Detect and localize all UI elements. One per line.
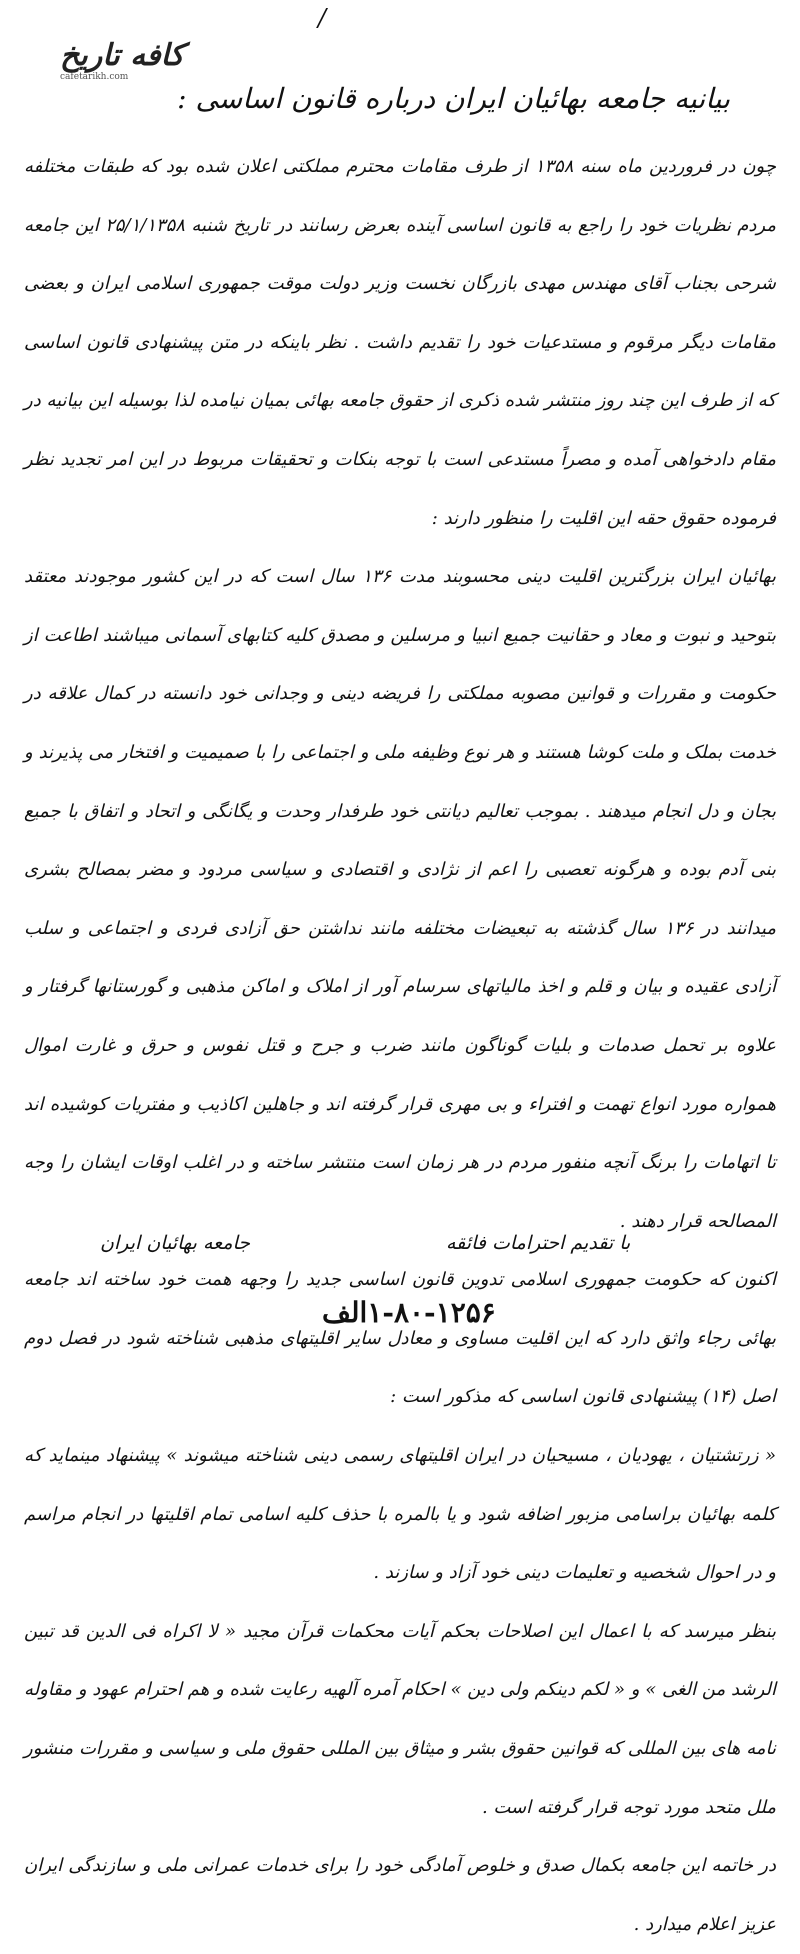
signature-salutation: با تقدیم احترامات فائقه: [446, 1232, 631, 1254]
top-page-mark: /: [318, 4, 327, 32]
paragraph: در خاتمه این جامعه بکمال صدق و خلوص آمادگی خود را برای خدمات عمرانی ملی و سازندگی ایران عزیز اعلام میدارد .: [24, 1855, 776, 1935]
document-body: [24, 138, 776, 1954]
paragraph: بنظر میرسد که با اعمال این اصلاحات بحکم آیات محکمات قرآن مجید « لا اکراه فی الدین قد تبین الرشد من الغی » و « لکم دینکم ولی دین » احکام آمره آلهیه رعایت شده و هم احترام عهود و مقاوله نامه های بین المللی که قوانین حقوق بشر و میثاق بین المللی حقوق ملی و سیاسی و مقررات منشور ملل متحد مورد توجه قرار گرفته است .: [24, 1620, 776, 1818]
watermark-url: cafetarikh.com: [60, 72, 129, 82]
signature-organization: جامعه بهائیان ایران: [100, 1232, 251, 1254]
paragraph: اکنون که حکومت جمهوری اسلامی تدوین قانون اساسی جدید را وجهه همت خود ساخته اند جامعه بهائی رجاء واثق دارد که این اقلیت مساوی و معادل سایر اقلیتهای مذهبی شناخته شود در فصل دوم اصل (۱۴) پیشنهادی قانون اساسی که مذکور است :: [24, 1269, 776, 1408]
document-title: بیانیه جامعه بهائیان ایران درباره قانون اساسی :: [177, 82, 730, 115]
watermark-logo: کافه تاریخ: [60, 38, 184, 73]
document-number: ۱-۸۰-۱۲۵۶الف: [322, 1296, 496, 1329]
paragraph: « زرتشتیان ، یهودیان ، مسیحیان در ایران اقلیتهای رسمی دینی شناخته میشوند » پیشنهاد مینماید که کلمه بهائیان براسامی مزبور اضافه شود و یا بالمره با حذف کلیه اسامی تمام اقلیتها در انجام مراسم و در احوال شخصیه و تعلیمات دینی خود آزاد و سازند .: [24, 1445, 776, 1584]
paragraph: چون در فروردین ماه سنه ۱۳۵۸ از طرف مقامات محترم مملکتی اعلان شده بود که طبقات مختلفه مردم نظریات خود را راجع به قانون اساسی آینده بعرض رسانند در تاریخ شنبه ۲۵/۱/۱۳۵۸ این جامعه شرحی بجناب آقای مهندس مهدی بازرگان نخست وزیر دولت موقت جمهوری اسلامی ایران و بعضی مقامات دیگر مرقوم و مستدعیات خود را تقدیم داشت . نظر باینکه در متن پیشنهادی قانون اساسی که از طرف این چند روز منتشر شده ذکری از حقوق جامعه بهائی بمیان نیامده لذا بوسیله این بیانیه در مقام دادخواهی آمده و مصراً مستدعی است با توجه بنکات و تحقیقات مربوط در این امر تجدید نظر فرموده حقوق حقه این اقلیت را منظور دارند :: [24, 156, 776, 529]
paragraph: بهائیان ایران بزرگترین اقلیت دینی محسوبند مدت ۱۳۶ سال است که در این کشور موجودند معتقد بتوحید و نبوت و معاد و حقانیت جمیع انبیا و مرسلین و مصدق کلیه کتابهای آسمانی میباشند اطاعت از حکومت و مقررات و قوانین مصوبه مملکتی را فریضه دینی و وجدانی خود دانسته در کمال علاقه در خدمت بملک و ملت کوشا هستند و هر نوع وظیفه ملی و اجتماعی را با صمیمیت و افتخار می پذیرند و بجان و دل انجام میدهند . بموجب تعالیم دیانتی خود طرفدار وحدت و یگانگی و اتحاد و اتفاق با جمیع بنی آدم بوده و هرگونه تعصبی را اعم از نژادی و اقتصادی و سیاسی مردود و مضر بمصالح بشری میدانند در ۱۳۶ سال گذشته به تبعیضات مختلفه مانند نداشتن حق آزادی فردی و اجتماعی و سلب آزادی عقیده و بیان و قلم و اخذ مالیاتهای سرسام آور از املاک و اماکن مذهبی و گورستانها گرفتار و علاوه بر تحمل صدمات و بلیات گوناگون مانند ضرب و جرح و قتل نفوس و حرق و غارت اموال همواره مورد انواع تهمت و افتراء و بی مهری قرار گرفته اند و جاهلین اکاذیب و مفتریات کوشیده اند تا اتهامات را برنگ آنچه منفور مردم در هر زمان است منتشر ساخته و در اغلب اوقات ایشان را وجه المصالحه قرار دهند .: [24, 566, 776, 1232]
